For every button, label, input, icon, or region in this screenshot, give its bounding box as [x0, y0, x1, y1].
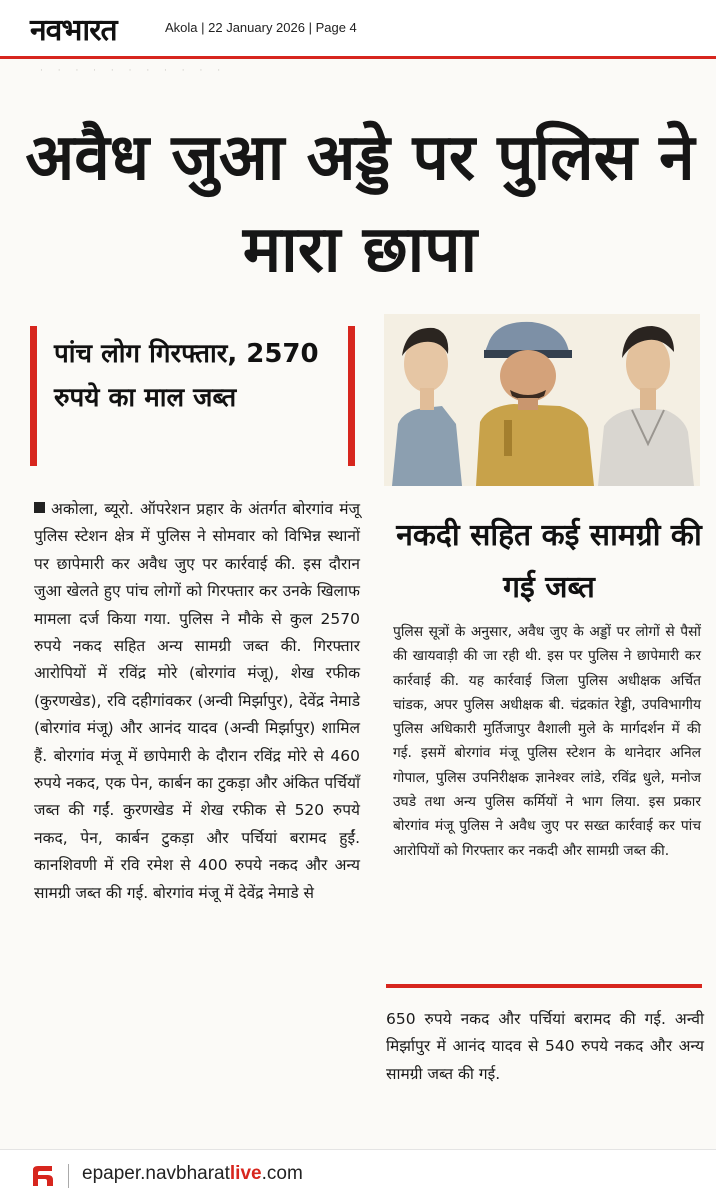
square-bullet-icon [34, 502, 45, 513]
kicker-left-bar [30, 326, 37, 466]
edition-info: Akola | 22 January 2026 | Page 4 [165, 20, 357, 35]
article-body-left [34, 496, 360, 907]
masthead-logo: नवभारत [30, 13, 117, 48]
kicker-right-bar [348, 326, 355, 466]
kicker-box [30, 326, 360, 466]
kicker-text: पांच लोग गिरफ्तार, 2570 रुपये का माल जब्त [54, 339, 319, 413]
column-divider-rule [386, 984, 702, 988]
epaper-link[interactable] [82, 1163, 303, 1185]
article-body-continued: 650 रुपये नकद और पर्चियां बरामद की गई. अन्वी मिर्झापुर में आनंद यादव से 540 रुपये नकद और अन्य सामग्री जब्त की गई. [386, 1010, 704, 1083]
footer-separator [68, 1164, 69, 1188]
url-main: epaper.navbharat [82, 1163, 230, 1184]
url-accent: live [229, 1163, 262, 1184]
illustration-men-with-police [384, 314, 700, 486]
article-subheading: नकदी सहित कई सामग्री की गई जब्त [396, 518, 702, 605]
body-left-text: अकोला, ब्यूरो. ऑपरेशन प्रहार के अंतर्गत बोरगांव मंजू पुलिस स्टेशन क्षेत्र में पुलिस ने सोमवार को विभिन्न स्थानों पर छापेमारी कर अवैध जुए पर कार्रवाई की. इस दौरान जुआ खेलते हुए पांच लोगों को गिरफ्तार कर उनके खिलाफ मामला दर्ज किया गया. पुलिस ने मौके से कुल 2570 रुपये नकद सहित अन्य सामग्री जब्त की. गिरफ्तार आरोपियों में रविंद्र मोरे (बोरगांव मंजू), शेख रफीक (कुरणखेड), रवि दहीगांवकर (अन्वी मिर्झापुर), देवेंद्र नेमाडे (बोरगांव मंजू) और आनंद यादव (अन्वी मिर्झापुर) शामिल हैं. बोरगांव मंजू में छापेमारी के दौरान रविंद्र मोरे से 460 रुपये नकद, एक पेन, कार्बन का टुकड़ा और अंकित पर्चियाँ जब्त की गईं. कुरणखेड में शेख रफीक से 520 रुपये नकद, पेन, कार्बन टुकड़ा और पर्चियां बरामद हुईं. कानशिवणी में रवि रमेश से 400 रुपये नकद और अन्य सामग्री जब्त की गई. बोरगांव मंजू में देवेंद्र नेमाडे से [34, 500, 360, 902]
article-body-right: पुलिस सूत्रों के अनुसार, अवैध जुए के अड्डों पर लोगों से पैसों की खायवाड़ी की जा रही थी. इस पर पुलिस ने छापेमारी कर कार्रवाई की. यह कार्रवाई जिला पुलिस अधीक्षक अर्चित चांडक, अपर पुलिस अधीक्षक बी. चंद्रकांत रेड्डी, उपविभागीय पुलिस अधिकारी मुर्तिजापुर वैशाली मुले के मार्गदर्शन में की गई. इसमें बोरगांव मंजू पुलिस स्टेशन के थानेदार अनिल गोपाल, पुलिस उपनिरीक्षक ज्ञानेश्वर लांडे, रविंद्र धुले, मनोज उघडे तथा अन्य पुलिस कर्मियों ने भाग लिया. इस प्रकार बोरगांव मंजू पुलिस ने अवैध जुए पर सख्त कार्रवाई कर पांच आरोपियों को गिरफ्तार कर नकदी और सामग्री जब्त की. [393, 624, 701, 859]
top-bar [0, 0, 716, 56]
navbharat-logo-icon[interactable] [30, 1164, 56, 1188]
article-headline: अवैध जुआ अड्डे पर पुलिस ने मारा छापा [25, 121, 695, 287]
url-tail: .com [261, 1163, 303, 1184]
faded-print-strip: · · · · · · · · · · · [40, 66, 227, 76]
